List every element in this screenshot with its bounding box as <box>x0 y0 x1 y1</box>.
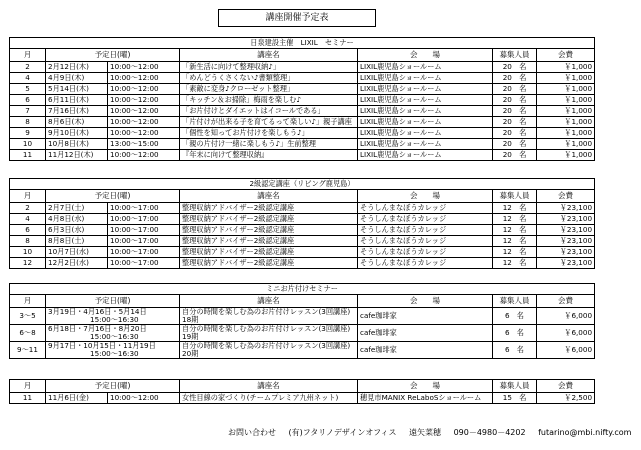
header-venue: 会 場 <box>358 380 493 393</box>
cell-date: 7月16日(木) <box>46 106 108 117</box>
cell-month: 8 <box>10 117 46 128</box>
header-venue: 会 場 <box>358 190 493 203</box>
cell-fee: ￥23,100 <box>537 236 595 247</box>
cell-fee: ￥1,000 <box>537 139 595 150</box>
cell-date <box>46 308 180 325</box>
cell-date: 2月7日(土) <box>46 203 108 214</box>
cell-time: 10:00～17:00 <box>108 214 180 225</box>
cell-month: 6～8 <box>10 325 46 342</box>
cell-month: 6 <box>10 95 46 106</box>
cell-venue: cafe珈琲家 <box>358 325 493 342</box>
time-range: 15:00～16:30 <box>90 349 139 358</box>
cell-course: 整理収納アドバイザー2級認定講座 <box>180 247 358 258</box>
table-row <box>10 73 595 84</box>
cell-course <box>180 342 358 359</box>
cell-time: 10:00～17:00 <box>108 258 180 269</box>
cell-course: 整理収納アドバイザー2級認定講座 <box>180 203 358 214</box>
cell-date: 8月8日(土) <box>46 236 108 247</box>
cell-time: 10:00～12:00 <box>108 95 180 106</box>
time-range: 15:00～16:30 <box>90 332 139 341</box>
header-month: 月 <box>10 49 46 62</box>
cell-venue: LIXIL鹿児島ショールーム <box>358 139 493 150</box>
table-row <box>10 214 595 225</box>
course-term: 19期 <box>182 332 199 341</box>
course-term: 18期 <box>182 315 199 324</box>
cell-month: 4 <box>10 214 46 225</box>
cell-venue: そうしんまなぼうカレッジ <box>358 236 493 247</box>
cell-fee: ￥6,000 <box>537 325 595 342</box>
table-row <box>10 393 595 404</box>
header-course: 講座名 <box>180 190 358 203</box>
cell-fee: ￥23,100 <box>537 203 595 214</box>
cell-course: 整理収納アドバイザー2級認定講座 <box>180 225 358 236</box>
cell-capacity: 20 名 <box>493 139 537 150</box>
cell-fee: ￥23,100 <box>537 258 595 269</box>
section-title: ミニお片付けセミナー <box>10 284 595 295</box>
cell-capacity: 12 名 <box>493 258 537 269</box>
cell-venue: cafe珈琲家 <box>358 308 493 325</box>
table-row <box>10 84 595 95</box>
cell-fee: ￥2,500 <box>537 393 595 404</box>
cell-fee: ￥1,000 <box>537 150 595 161</box>
cell-fee: ￥1,000 <box>537 95 595 106</box>
course-title: 自分の時間を楽しむ為のお片付けレッスン(3回講座) <box>182 341 351 350</box>
cell-time: 10:00～12:00 <box>108 150 180 161</box>
cell-time: 10:00～17:00 <box>108 203 180 214</box>
cell-date: 6月11日(木) <box>46 95 108 106</box>
header-month: 月 <box>10 190 46 203</box>
cell-venue: LIXIL鹿児島ショールーム <box>358 95 493 106</box>
cell-venue: LIXIL鹿児島ショールーム <box>358 117 493 128</box>
cell-venue: そうしんまなぼうカレッジ <box>358 225 493 236</box>
date-list: 6月18日・7月16日・8月20日 <box>48 324 147 333</box>
cell-date: 8月6日(木) <box>46 117 108 128</box>
cell-fee: ￥23,100 <box>537 247 595 258</box>
cell-venue: LIXIL鹿児島ショールーム <box>358 150 493 161</box>
course-title: 自分の時間を楽しむ為のお片付けレッスン(3回講座) <box>182 307 351 316</box>
cell-venue: LIXIL鹿児島ショールーム <box>358 62 493 73</box>
cell-time: 10:00～12:00 <box>108 106 180 117</box>
header-course: 講座名 <box>180 295 358 308</box>
table-row <box>10 203 595 214</box>
contact-person: 遠矢菜穂 <box>409 428 442 437</box>
table-row <box>10 95 595 106</box>
cell-month: 10 <box>10 247 46 258</box>
table-row <box>10 342 595 359</box>
cell-course: 「片付けが出来る子を育てるって楽しい♪」親子講座 <box>180 117 358 128</box>
cell-time: 10:00～17:00 <box>108 236 180 247</box>
header-venue: 会 場 <box>358 49 493 62</box>
cell-month: 9～11 <box>10 342 46 359</box>
header-date: 予定日(曜) <box>46 49 180 62</box>
cell-time: 10:00～17:00 <box>108 225 180 236</box>
cell-capacity: 20 名 <box>493 73 537 84</box>
phone-number: 090－4980－4202 <box>453 428 526 437</box>
table-row <box>10 247 595 258</box>
cell-month: 11 <box>10 393 46 404</box>
table-row <box>10 139 595 150</box>
table-row <box>10 128 595 139</box>
course-title: 自分の時間を楽しむ為のお片付けレッスン(3回講座) <box>182 324 351 333</box>
cell-course <box>180 325 358 342</box>
cell-capacity: 20 名 <box>493 117 537 128</box>
cell-fee: ￥6,000 <box>537 342 595 359</box>
header-capacity: 募集人員 <box>493 295 537 308</box>
cell-month: 9 <box>10 128 46 139</box>
cell-date: 4月9日(木) <box>46 73 108 84</box>
cell-capacity: 12 名 <box>493 236 537 247</box>
lixil-seminar-table <box>9 37 595 161</box>
cell-course: 整理収納アドバイザー2級認定講座 <box>180 236 358 247</box>
cell-date: 10月7日(水) <box>46 247 108 258</box>
header-date: 予定日(曜) <box>46 190 180 203</box>
table-row <box>10 62 595 73</box>
cell-capacity: 20 名 <box>493 150 537 161</box>
header-date: 予定日(曜) <box>46 295 180 308</box>
page-title: 講座開催予定表 <box>218 9 376 27</box>
cell-fee: ￥1,000 <box>537 73 595 84</box>
cell-time: 10:00～12:00 <box>108 128 180 139</box>
cell-date: 11月6日(金) <box>46 393 108 404</box>
cell-course: 「親の片付け一緒に楽しもう♪」生前整理 <box>180 139 358 150</box>
cell-course: 「キッチン＆お掃除」梅雨を楽しむ♪ <box>180 95 358 106</box>
header-course: 講座名 <box>180 49 358 62</box>
header-fee: 会費 <box>537 49 595 62</box>
cell-venue: そうしんまなぼうカレッジ <box>358 214 493 225</box>
cell-venue: そうしんまなぼうカレッジ <box>358 203 493 214</box>
cell-time: 10:00～12:00 <box>108 62 180 73</box>
certification-course-table <box>9 178 595 269</box>
contact-footer <box>228 427 641 438</box>
header-fee: 会費 <box>537 295 595 308</box>
cell-capacity: 6 名 <box>493 342 537 359</box>
cell-time: 10:00～12:00 <box>108 117 180 128</box>
cell-course: 女性目線の家づくり(チームプレミア九州ネット) <box>180 393 358 404</box>
cell-date: 12月2日(水) <box>46 258 108 269</box>
table-row <box>10 236 595 247</box>
cell-course: 整理収納アドバイザー2級認定講座 <box>180 214 358 225</box>
time-range: 15:00～16:30 <box>90 315 139 324</box>
header-fee: 会費 <box>537 190 595 203</box>
cell-time: 10:00～17:00 <box>108 247 180 258</box>
cell-venue: LIXIL鹿児島ショールーム <box>358 73 493 84</box>
cell-date: 4月8日(水) <box>46 214 108 225</box>
cell-capacity: 20 名 <box>493 106 537 117</box>
cell-course: 整理収納アドバイザー2級認定講座 <box>180 258 358 269</box>
contact-label: お問い合わせ <box>228 428 276 437</box>
cell-course: 『年末に向けて整理収納』 <box>180 150 358 161</box>
cell-capacity: 20 名 <box>493 62 537 73</box>
section-title: 日泉建設主催 LIXIL セミナー <box>10 38 595 49</box>
cell-course: 「お片付けとダイエットはイコールである」 <box>180 106 358 117</box>
table-row <box>10 117 595 128</box>
home-design-seminar-table <box>9 379 595 404</box>
cell-date: 5月14日(木) <box>46 84 108 95</box>
office-name: (有)フタリノデザインオフィス <box>288 428 397 437</box>
cell-month: 12 <box>10 258 46 269</box>
cell-time: 13:00～15:00 <box>108 139 180 150</box>
header-capacity: 募集人員 <box>493 190 537 203</box>
cell-date: 10月8日(木) <box>46 139 108 150</box>
cell-fee: ￥1,000 <box>537 117 595 128</box>
cell-capacity: 20 名 <box>493 128 537 139</box>
cell-course: 「めんどうくさくない♪書類整理」 <box>180 73 358 84</box>
cell-course <box>180 308 358 325</box>
cell-month: 2 <box>10 62 46 73</box>
table-row <box>10 150 595 161</box>
cell-month: 5 <box>10 84 46 95</box>
cell-capacity: 15 名 <box>493 393 537 404</box>
cell-capacity: 6 名 <box>493 308 537 325</box>
cell-capacity: 12 名 <box>493 203 537 214</box>
cell-venue: cafe珈琲家 <box>358 342 493 359</box>
cell-venue: LIXIL鹿児島ショールーム <box>358 128 493 139</box>
cell-date: 11月12日(木) <box>46 150 108 161</box>
cell-date: 2月12日(木) <box>46 62 108 73</box>
header-month: 月 <box>10 295 46 308</box>
cell-date: 9月10日(木) <box>46 128 108 139</box>
cell-month: 4 <box>10 73 46 84</box>
cell-month: 8 <box>10 236 46 247</box>
cell-fee: ￥23,100 <box>537 225 595 236</box>
cell-time: 10:00～12:00 <box>108 84 180 95</box>
header-course: 講座名 <box>180 380 358 393</box>
cell-fee: ￥1,000 <box>537 84 595 95</box>
cell-month: 6 <box>10 225 46 236</box>
cell-capacity: 12 名 <box>493 225 537 236</box>
table-row <box>10 308 595 325</box>
cell-month: 3～5 <box>10 308 46 325</box>
cell-fee: ￥23,100 <box>537 214 595 225</box>
cell-date <box>46 325 180 342</box>
cell-date <box>46 342 180 359</box>
cell-date: 6月3日(水) <box>46 225 108 236</box>
table-row <box>10 258 595 269</box>
cell-month: 10 <box>10 139 46 150</box>
cell-venue: そうしんまなぼうカレッジ <box>358 258 493 269</box>
cell-course: 「新生活に向けて整理収納♪」 <box>180 62 358 73</box>
email-address[interactable]: futarino@mbi.nifty.com <box>538 428 632 437</box>
mini-seminar-table <box>9 283 595 359</box>
cell-venue: 穂見市MANIX ReLaboSショールーム <box>358 393 493 404</box>
cell-fee: ￥6,000 <box>537 308 595 325</box>
cell-capacity: 20 名 <box>493 84 537 95</box>
cell-course: 「個性を知ってお片付けを楽しもう♪」 <box>180 128 358 139</box>
cell-venue: そうしんまなぼうカレッジ <box>358 247 493 258</box>
cell-month: 2 <box>10 203 46 214</box>
cell-time: 10:00～12:00 <box>108 393 180 404</box>
cell-capacity: 12 名 <box>493 247 537 258</box>
header-month: 月 <box>10 380 46 393</box>
cell-venue: LIXIL鹿児島ショールーム <box>358 106 493 117</box>
cell-fee: ￥1,000 <box>537 128 595 139</box>
header-date: 予定日(曜) <box>46 380 180 393</box>
header-capacity: 募集人員 <box>493 380 537 393</box>
cell-capacity: 12 名 <box>493 214 537 225</box>
course-term: 20期 <box>182 349 199 358</box>
cell-fee: ￥1,000 <box>537 106 595 117</box>
cell-month: 11 <box>10 150 46 161</box>
header-capacity: 募集人員 <box>493 49 537 62</box>
date-list: 9月17日・10月15日・11月19日 <box>48 341 156 350</box>
table-row <box>10 106 595 117</box>
cell-venue: LIXIL鹿児島ショールーム <box>358 84 493 95</box>
header-venue: 会 場 <box>358 295 493 308</box>
cell-month: 7 <box>10 106 46 117</box>
header-fee: 会費 <box>537 380 595 393</box>
cell-fee: ￥1,000 <box>537 62 595 73</box>
cell-capacity: 6 名 <box>493 325 537 342</box>
section-title: 2級認定講座（リビング鹿児島） <box>10 179 595 190</box>
table-row <box>10 325 595 342</box>
cell-course: 「素敵に変身♪クローゼット整理」 <box>180 84 358 95</box>
cell-time: 10:00～12:00 <box>108 73 180 84</box>
cell-capacity: 20 名 <box>493 95 537 106</box>
table-row <box>10 225 595 236</box>
date-list: 3月19日・4月16日・5月14日 <box>48 307 147 316</box>
